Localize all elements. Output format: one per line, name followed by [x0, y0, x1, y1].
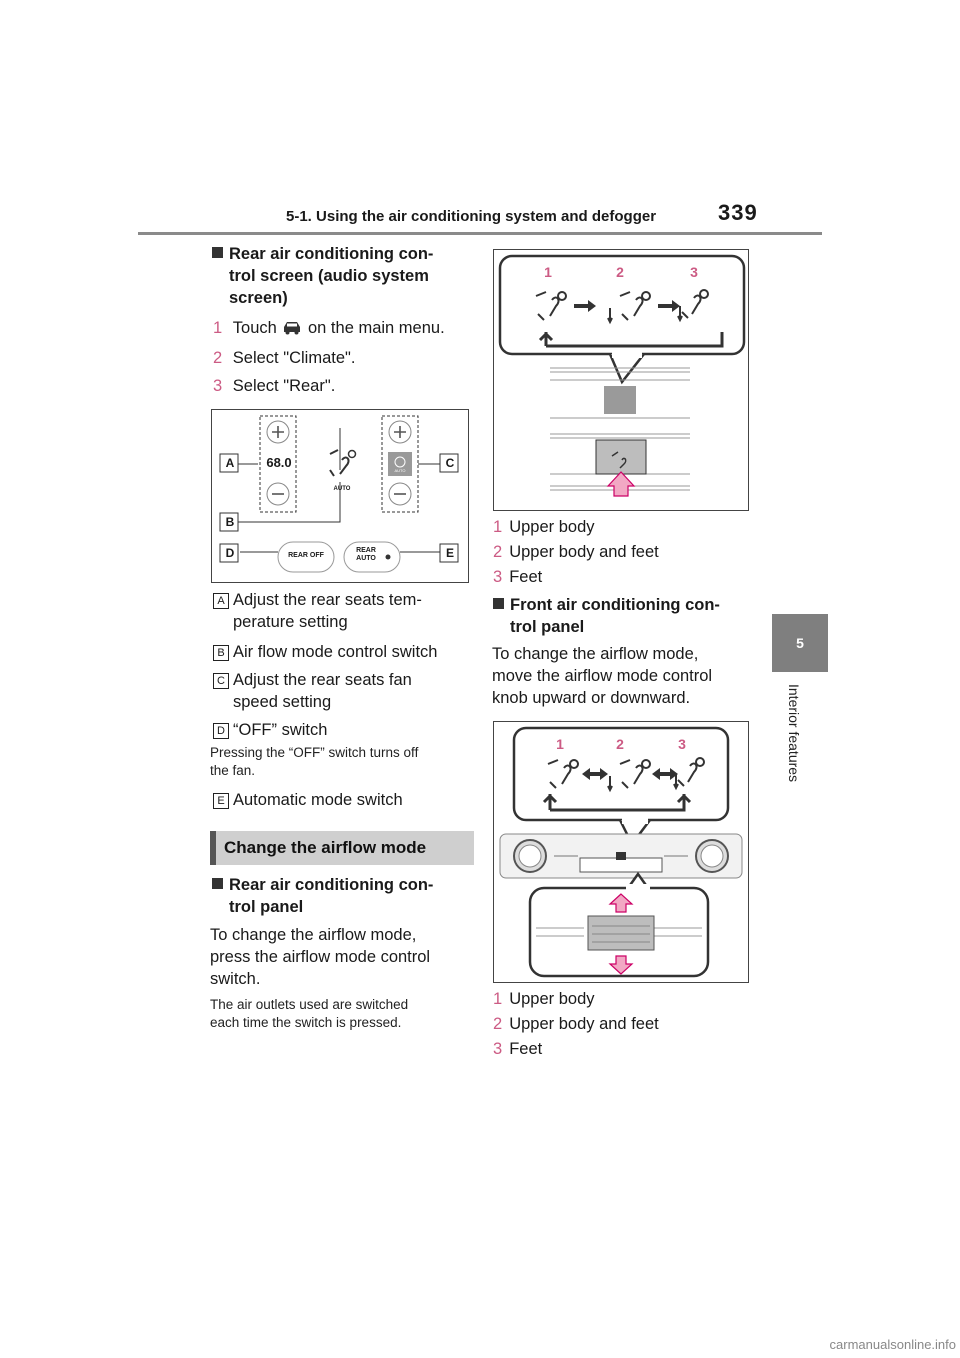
front-panel-illustration: [494, 722, 748, 982]
rear-panel-figure: [493, 249, 749, 511]
figure2-num-1: 1: [544, 264, 552, 280]
figure3-num-3: 3: [678, 736, 686, 752]
bullet-square-icon: [493, 598, 504, 609]
rear-auto-button: REAR AUTO: [356, 547, 376, 562]
heading-rear-screen: Rear air conditioning con- trol screen (audio system screen): [212, 243, 472, 309]
list2-item-3: 3 Feet: [493, 1040, 543, 1058]
list2-item-2: 2 Upper body and feet: [493, 1015, 659, 1033]
off-switch-note: Pressing the “OFF” switch turns off the fan.: [210, 745, 419, 778]
rear-panel-paragraph: To change the airflow mode, press the airflow mode control switch.: [210, 926, 431, 988]
chapter-tab: 5: [772, 614, 828, 672]
legend-c: C Adjust the rear seats fan speed setting: [213, 669, 475, 713]
step-1: 1 Touch on the main menu.: [213, 319, 445, 337]
section-title: Change the airflow mode: [224, 838, 427, 857]
callout-e: E: [445, 546, 454, 560]
section-title-bar: [210, 831, 474, 865]
callout-b: B: [225, 515, 235, 529]
callout-c: C: [445, 456, 455, 470]
car-icon: [281, 319, 303, 335]
figure3-num-1: 1: [556, 736, 564, 752]
header-rule: [138, 232, 822, 235]
rear-panel-note: The air outlets used are switched each time the switch is pressed.: [210, 997, 409, 1030]
heading-rear-panel: Rear air conditioning con- trol panel: [212, 874, 472, 918]
front-panel-figure: [493, 721, 749, 983]
bullet-square-icon: [212, 878, 223, 889]
watermark: carmanualsonline.info: [829, 1337, 956, 1352]
list1-item-1: 1 Upper body: [493, 518, 595, 536]
rear-screen-illustration: [212, 410, 468, 582]
callout-a: A: [225, 456, 235, 470]
step-2: 2 Select "Climate".: [213, 349, 356, 367]
legend-d: D “OFF” switch: [213, 719, 327, 741]
legend-e: E Automatic mode switch: [213, 789, 403, 811]
legend-b: B Air flow mode control switch: [213, 641, 438, 663]
chapter-title: Interior features: [786, 684, 802, 783]
auto-label: AUTO: [333, 486, 351, 492]
running-header: 5-1. Using the air conditioning system and defogger: [286, 208, 657, 225]
fan-auto-label: AUTO: [394, 468, 406, 473]
rear-off-button: REAR OFF: [288, 552, 324, 559]
heading-front-panel: Front air conditioning con- trol panel: [493, 594, 753, 638]
figure2-num-3: 3: [690, 264, 698, 280]
front-panel-paragraph: To change the airflow mode, move the airflow mode control knob upward or downward.: [492, 645, 713, 707]
legend-a: A Adjust the rear seats tem- perature setting: [213, 589, 475, 633]
list1-item-2: 2 Upper body and feet: [493, 543, 659, 561]
figure2-num-2: 2: [616, 264, 624, 280]
temperature-readout: 68.0: [266, 455, 292, 470]
figure3-num-2: 2: [616, 736, 624, 752]
rear-panel-illustration: [494, 250, 748, 510]
list1-item-3: 3 Feet: [493, 568, 543, 586]
list2-item-1: 1 Upper body: [493, 990, 595, 1008]
page-number: 339: [718, 200, 758, 225]
rear-screen-figure: [211, 409, 469, 583]
bullet-square-icon: [212, 247, 223, 258]
callout-d: D: [225, 546, 235, 560]
step-3: 3 Select "Rear".: [213, 377, 336, 395]
